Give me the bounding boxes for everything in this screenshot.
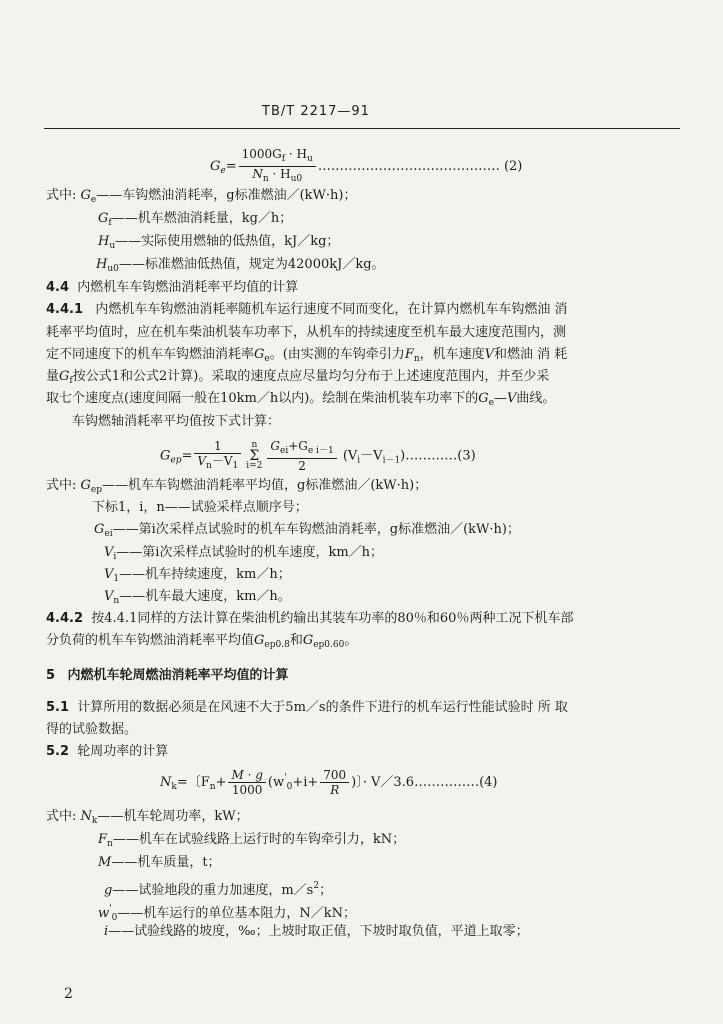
para-4-4-1-line3: 定不同速度下的机车车钩燃油消耗率$G_e$。(由实测的车钩牵引力$F_n$，机车速度V和燃油 消 耗 <box>46 347 568 364</box>
section-5-heading: 5 内燃机车轮周燃油消耗率平均值的计算 <box>46 668 289 683</box>
definition-ge: 式中: $G_e——$车钩燃油消耗率，g标准燃油／(kW·h)； <box>46 188 357 205</box>
definition-hu: $H_u——$实际使用燃轴的低热值，kJ／kg； <box>98 234 340 251</box>
para-4-4-1-line4: 量$G_f$按公式1和公式2计算)。采取的速度点应尽量均匀分布于上述速度范围内，并至少采 <box>46 369 550 386</box>
section-4-4-heading: 4.4 内燃机车车钩燃油消耗率平均值的计算 <box>46 280 299 295</box>
definition-gei: $G_{ei}——$第i次采样点试验时的机车车钩燃油消耗率，g标准燃油／(kW·h)； <box>94 522 520 539</box>
definition-w0: $w'_0——$机车运行的单位基本阻力，N／kN； <box>98 904 356 923</box>
section-5-2-heading: 5.2 轮周功率的计算 <box>46 744 169 759</box>
definition-vn: $V_n——$机车最大速度，km／h。 <box>104 589 291 606</box>
definition-i: i——试验线路的坡度，‰；上坡时取正值，下坡时取负值，平道上取零； <box>104 924 529 939</box>
para-4-4-2-line1: 4.4.2 按4.4.1同样的方法计算在柴油机约输出其装车功率的80％和60％两种工况下机车部 <box>46 611 574 626</box>
para-4-4-1-line6: 车钩燃轴消耗率平均值按下式计算： <box>72 414 281 429</box>
definition-hu0: $H_{u0}——$标准燃油低热值，规定为42000kJ／kg。 <box>96 257 385 274</box>
equation-3: $G_{ep}=$ $\frac{1}{V_n-V_1}$ n Σ i=2 $\frac{G_{ei}+G_{e i-1}}{2}$ $(V_i-V_{i-1})\dots\dots\dots\dots(3)$ <box>160 439 476 473</box>
summation-sign: n Σ i=2 <box>246 440 263 471</box>
para-4-4-1-line1: 4.4.1 内燃机车车钩燃油消耗率随机车运行速度不同而变化，在计算内燃机车车钩燃油 消 <box>46 302 568 317</box>
para-4-4-2-line2: 分负荷的机车车钩燃油消耗率平均值$G_{ep0.8}$和$G_{ep0.60}$。 <box>46 633 358 650</box>
para-5-1-line2: 得的试验数据。 <box>46 722 138 737</box>
definition-fn: $F_n——$机车在试验线路上运行时的车钩牵引力，kN； <box>98 832 406 849</box>
definition-m: M——机车质量，t； <box>98 855 221 870</box>
definition-gep: 式中: $G_{ep}——$机车车钩燃油消耗率平均值，g标准燃油／(kW·h)； <box>46 478 428 495</box>
definition-gf: $G_f——$机车燃油消耗量，kg／h； <box>98 211 293 228</box>
equation-4: $N_k=$〔$F_n+$ $\frac{M \cdot g}{1000}$ ($w'_0+i+$ $\frac{700}{R}$ )〕· V／3.6……………(4) <box>160 768 498 797</box>
header-rule <box>44 128 680 129</box>
para-4-4-1-line2: 耗率平均值时，应在机车柴油机装车功率下，从机车的持续速度至机车最大速度范围内，测 <box>46 325 567 340</box>
definition-nk: 式中: $N_k——$机车轮周功率，kW； <box>46 809 249 826</box>
definition-g: g——试验地段的重力加速度，$m/s^2$； <box>104 881 333 898</box>
page-number: 2 <box>64 986 73 1002</box>
para-5-1-line1: 5.1 计算所用的数据必须是在风速不大于5m／s的条件下进行的机车运行性能试验时 所 取 <box>46 700 568 715</box>
definition-subscripts: 下标1，i，n——试验采样点顺序号； <box>92 500 308 515</box>
para-4-4-1-line5: 取七个速度点(速度间隔一般在10km／h以内)。绘制在柴油机装车功率下的$G_e—V$曲线。 <box>46 391 556 408</box>
definition-vi: $V_i——$第i次采样点试验时的机车速度，km／h； <box>104 545 384 562</box>
equation-2: $G_e=$ $\frac{1000G_f \cdot H_u}{N_n \cdot H_{u0}}$ …………………………………… (2) <box>210 147 523 184</box>
standard-code-header: TB/T 2217—91 <box>262 104 370 119</box>
definition-v1: $V_1——$机车持续速度，km／h； <box>104 567 291 584</box>
